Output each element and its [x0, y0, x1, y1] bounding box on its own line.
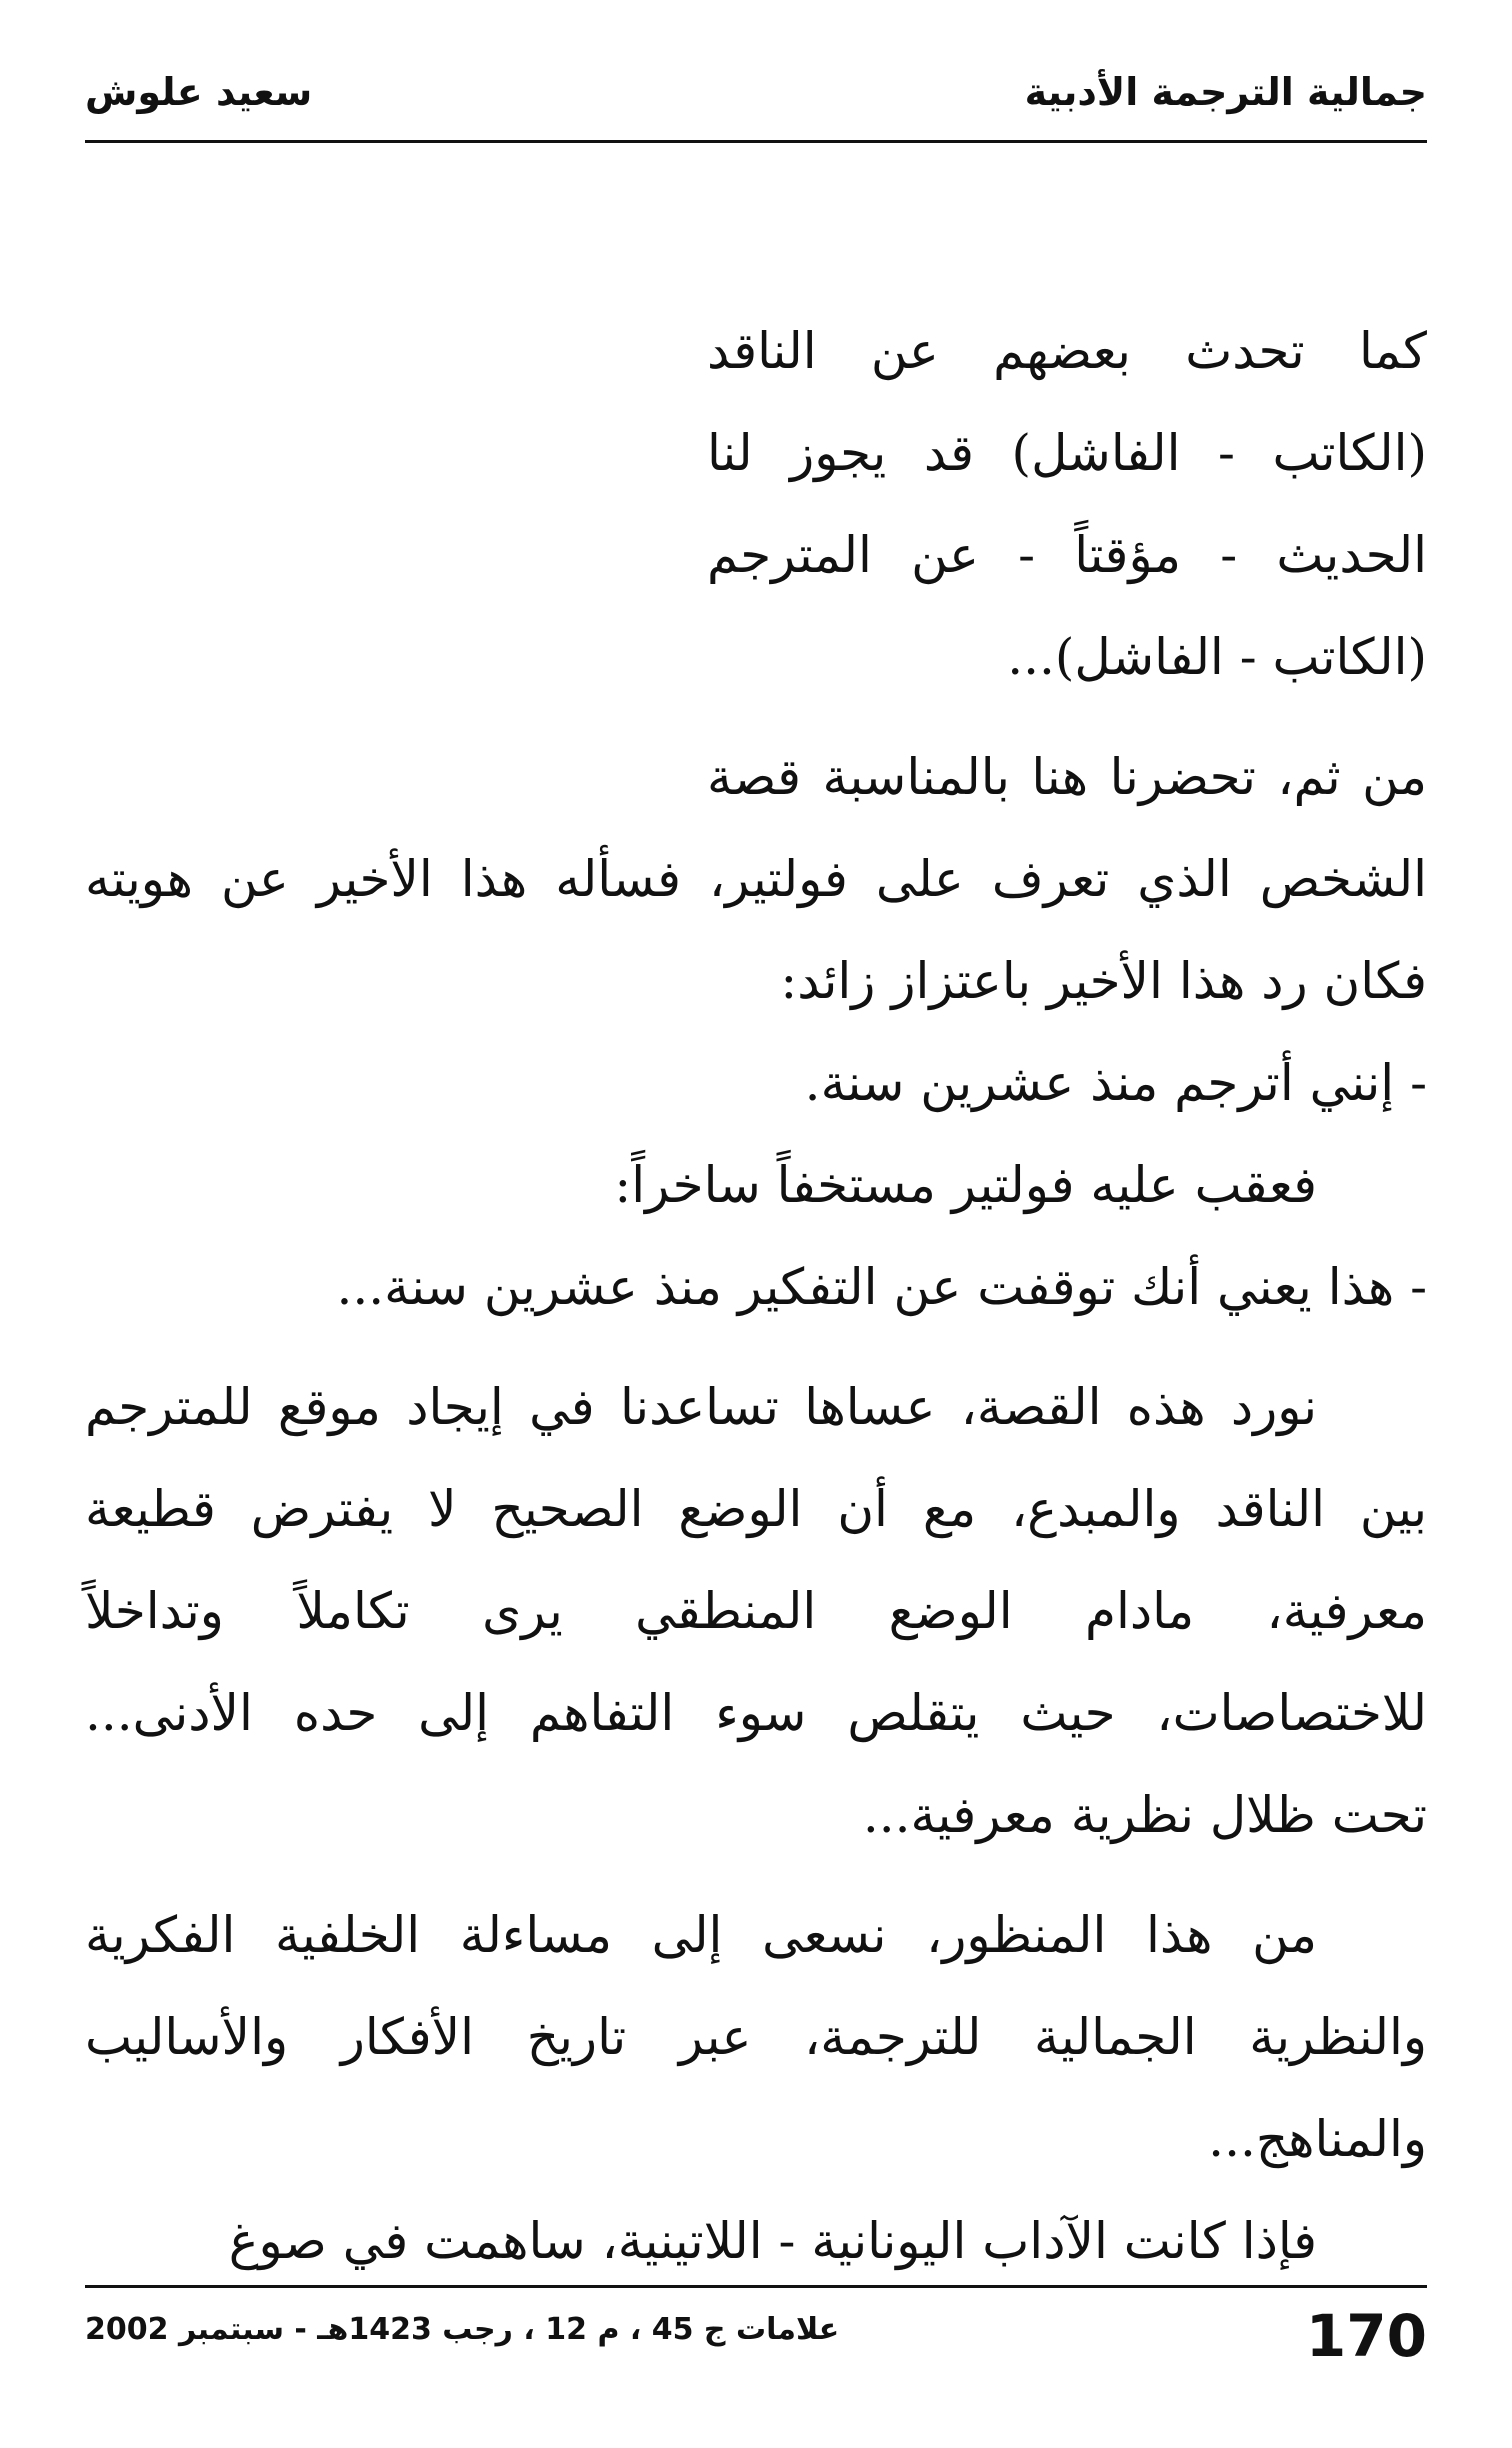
- text-line: الشخص الذي تعرف على فولتير، فسأله هذا الأخير عن هويته: [85, 850, 1427, 908]
- text-line: من هذا المنظور، نسعى إلى مساءلة الخلفية الفكرية: [85, 1906, 1317, 1964]
- running-author: سعيد علوش: [85, 70, 313, 114]
- dialogue-line: - إنني أترجم منذ عشرين سنة.: [804, 1054, 1427, 1112]
- text-line: بين الناقد والمبدع، مع أن الوضع الصحيح لا يفترض قطيعة: [85, 1480, 1427, 1538]
- text-line: (الكاتب - الفاشل) قد يجوز لنا: [707, 424, 1427, 482]
- text-line: نورد هذه القصة، عساها تساعدنا في إيجاد موقع للمترجم: [85, 1378, 1317, 1436]
- text-line: من ثم، تحضرنا هنا بالمناسبة قصة: [707, 748, 1427, 806]
- text-line: تحت ظلال نظرية معرفية...: [862, 1786, 1427, 1844]
- text-line: للاختصاصات، حيث يتقلص سوء التفاهم إلى حده الأدنى...: [85, 1684, 1427, 1742]
- text-line: معرفية، مادام الوضع المنطقي يرى تكاملاً وتداخلاً: [85, 1582, 1427, 1640]
- text-line: والمناهج...: [1208, 2110, 1427, 2168]
- running-head: [85, 60, 1427, 143]
- body-text: [85, 300, 1427, 2292]
- text-line: كما تحدث بعضهم عن الناقد: [707, 322, 1427, 380]
- text-line: الحديث - مؤقتاً - عن المترجم: [707, 526, 1427, 584]
- page-number: 170: [1305, 2302, 1427, 2370]
- page-footer: [85, 2285, 1427, 2378]
- text-line: والنظرية الجمالية للترجمة، عبر تاريخ الأفكار والأساليب: [85, 2008, 1427, 2066]
- text-line: فعقب عليه فولتير مستخفاً ساخراً:: [614, 1156, 1317, 1214]
- text-line: فإذا كانت الآداب اليونانية - اللاتينية، ساهمت في صوغ: [228, 2212, 1317, 2270]
- text-line: فكان رد هذا الأخير باعتزاز زائد:: [780, 952, 1427, 1010]
- dialogue-line: - هذا يعني أنك توقفت عن التفكير منذ عشرين سنة...: [336, 1258, 1427, 1316]
- text-line: (الكاتب - الفاشل)...: [1007, 628, 1427, 686]
- running-title: جمالية الترجمة الأدبية: [1024, 70, 1427, 114]
- journal-info: علامات ج 45 ، م 12 ، رجب 1423هـ - سبتمبر 2002: [85, 2312, 840, 2347]
